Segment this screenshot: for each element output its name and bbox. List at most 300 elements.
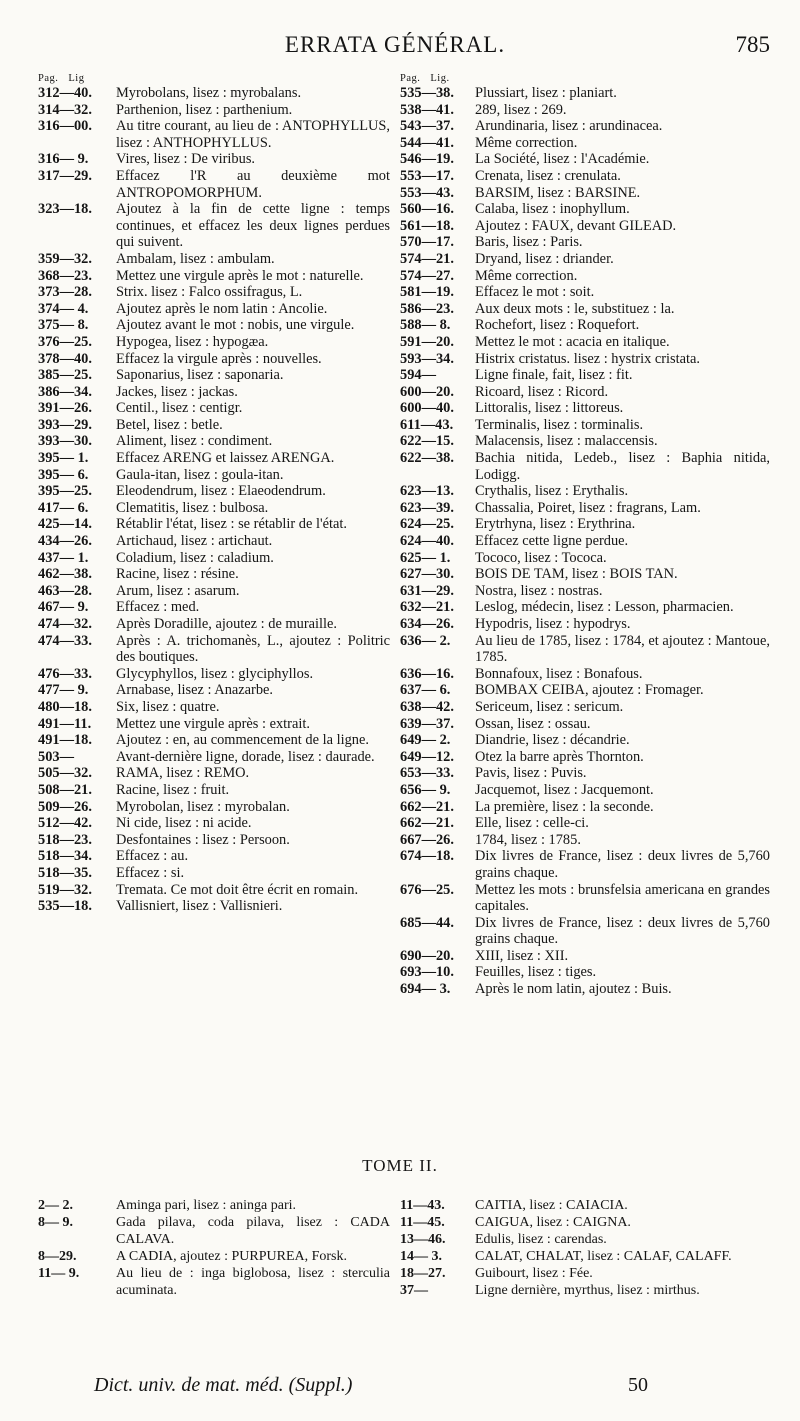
entry-list — [38, 1197, 390, 1299]
errata-entry — [38, 865, 390, 882]
entry-text: Gaula-itan, lisez : goula-itan. — [116, 466, 284, 483]
entry-text: Ambalam, lisez : ambulam. — [116, 250, 275, 267]
errata-entry — [400, 550, 770, 567]
errata-entry — [400, 201, 770, 218]
entry-text: Betel, lisez : betle. — [116, 416, 223, 433]
errata-entry — [400, 832, 770, 849]
entry-reference: 314—32. — [38, 101, 92, 118]
entry-text: 1784, lisez : 1785. — [475, 831, 581, 848]
entry-text: La Société, lisez : l'Académie. — [475, 151, 650, 168]
entry-text: Mettez une virgule après le mot : naturelle. — [116, 267, 364, 284]
errata-entry — [400, 400, 770, 417]
errata-entry — [400, 981, 770, 998]
entry-text: Pavis, lisez : Puvis. — [475, 765, 587, 782]
errata-entry — [38, 483, 390, 500]
errata-entry — [400, 882, 770, 915]
errata-entry — [38, 433, 390, 450]
entry-text: Histrix cristatus. lisez : hystrix cristata. — [475, 350, 701, 367]
entry-reference: 393—29. — [38, 416, 92, 433]
errata-entry — [38, 699, 390, 716]
entry-text: Parthenion, lisez : parthenium. — [116, 101, 293, 118]
entry-reference: 491—11. — [38, 715, 92, 732]
entry-reference: 611—43. — [400, 416, 454, 433]
entry-text: Aux deux mots : le, substituez : la. — [475, 300, 675, 317]
errata-entry — [38, 616, 390, 633]
entry-reference: 391—26. — [38, 400, 92, 417]
entry-reference: 368—23. — [38, 267, 92, 284]
entry-text: Hypodris, lisez : hypodrys. — [475, 616, 631, 632]
entry-reference: 694— 3. — [400, 981, 451, 998]
errata-entry — [400, 118, 770, 135]
page-header — [0, 32, 800, 66]
errata-entry — [38, 1265, 390, 1299]
entry-text: Racine, lisez : fruit. — [116, 781, 230, 798]
entry-reference: 323—18. — [38, 201, 92, 218]
entry-text: Dryand, lisez : driander. — [475, 250, 614, 267]
entry-text: CAIGUA, lisez : CAIGNA. — [475, 1215, 631, 1230]
errata-entry — [38, 500, 390, 517]
entry-reference: 676—25. — [400, 881, 454, 898]
entry-text: Même correction. — [475, 267, 578, 284]
errata-entry — [38, 118, 390, 151]
entry-text: Artichaud, lisez : artichaut. — [116, 533, 273, 550]
entry-reference: 574—21. — [400, 250, 454, 267]
errata-entry — [400, 450, 770, 483]
entry-text: Glycyphyllos, lisez : glyciphyllos. — [116, 665, 314, 682]
entry-reference: 378—40. — [38, 350, 92, 367]
entry-text: Racine, lisez : résine. — [116, 566, 239, 583]
entry-reference: 656— 9. — [400, 781, 451, 798]
entry-text: Ajoutez : en, au commencement de la ligne. — [116, 732, 369, 749]
pag-label: Pag. — [400, 73, 421, 84]
entry-text: Effacez l'R au deuxième mot ANTROPOMORPHUM. — [116, 167, 390, 201]
entry-reference: 18—27. — [400, 1266, 446, 1281]
errata-entry — [38, 450, 390, 467]
entry-reference: 639—37. — [400, 715, 454, 732]
entry-reference: 316—00. — [38, 118, 92, 135]
entry-text: Erytrhyna, lisez : Erythrina. — [475, 516, 636, 533]
errata-entry — [38, 566, 390, 583]
entry-text: CALAT, CHALAT, lisez : CALAF, CALAFF. — [475, 1249, 732, 1264]
entry-text: Ossan, lisez : ossau. — [475, 715, 591, 732]
entry-text: Coladium, lisez : caladium. — [116, 549, 274, 566]
footer-sheet-number: 50 — [628, 1374, 648, 1396]
entry-reference: 11—43. — [400, 1198, 445, 1213]
errata-entry — [38, 799, 390, 816]
entry-reference: 561—18. — [400, 217, 454, 234]
entry-text: Avant-dernière ligne, dorade, lisez : daurade. — [116, 748, 375, 765]
errata-entry — [400, 85, 770, 102]
entry-reference: 588— 8. — [400, 317, 451, 334]
errata-entry — [400, 599, 770, 616]
errata-entry — [400, 666, 770, 683]
entry-reference: 627—30. — [400, 566, 454, 583]
entry-text: BOIS DE TAM, lisez : BOIS TAN. — [475, 566, 678, 583]
entry-text: Saponarius, lisez : saponaria. — [116, 367, 284, 384]
entry-text: Au titre courant, au lieu de : ANTOPHYLLUS, lisez : ANTHOPHYLLUS. — [116, 118, 390, 151]
entry-text: Guibourt, lisez : Fée. — [475, 1266, 593, 1281]
entry-reference: 425—14. — [38, 516, 92, 533]
entry-reference: 623—13. — [400, 483, 454, 500]
footer-signature: Dict. univ. de mat. méd. (Suppl.) — [94, 1374, 353, 1396]
entry-reference: 393—30. — [38, 433, 92, 450]
errata-entry — [38, 151, 390, 168]
entry-reference: 674—18. — [400, 848, 454, 865]
errata-entry — [38, 848, 390, 865]
errata-entry — [400, 516, 770, 533]
entry-list — [38, 85, 390, 915]
entry-reference: 586—23. — [400, 300, 454, 317]
entry-reference: 386—34. — [38, 383, 92, 400]
entry-reference: 662—21. — [400, 815, 454, 832]
tome2-left-column — [38, 1197, 390, 1299]
errata-entry — [400, 334, 770, 351]
entry-reference: 434—26. — [38, 533, 92, 550]
entry-reference: 623—39. — [400, 499, 454, 516]
page-number: 785 — [735, 32, 770, 57]
entry-reference: 395— 6. — [38, 466, 89, 483]
entry-reference: 574—27. — [400, 267, 454, 284]
entry-text: Clematitis, lisez : bulbosa. — [116, 499, 269, 516]
entry-text: Bachia nitida, Ledeb., lisez : Baphia nitida, Lodigg. — [475, 450, 770, 483]
errata-entry — [400, 633, 770, 666]
entry-list — [400, 85, 770, 998]
entry-reference: 560—16. — [400, 201, 454, 218]
entry-reference: 685—44. — [400, 914, 454, 931]
entry-reference: 395— 1. — [38, 450, 89, 467]
errata-entry — [400, 433, 770, 450]
pag-label: Pag. — [38, 73, 59, 84]
errata-entry — [38, 882, 390, 899]
entry-reference: 503— — [38, 748, 74, 765]
entry-text: Après le nom latin, ajoutez : Buis. — [475, 981, 672, 998]
errata-entry — [400, 151, 770, 168]
errata-entry — [400, 317, 770, 334]
entry-reference: 690—20. — [400, 947, 454, 964]
errata-entry — [38, 301, 390, 318]
errata-entry — [400, 168, 770, 185]
entry-reference: 417— 6. — [38, 499, 89, 516]
entry-text: Eleodendrum, lisez : Elaeodendrum. — [116, 483, 326, 500]
entry-reference: 693—10. — [400, 964, 454, 981]
entry-text: Après : A. trichomanès, L., ajoutez : Politric des boutiques. — [116, 632, 390, 666]
entry-text: Mettez les mots : brunsfelsia americana en grandes capitales. — [475, 881, 770, 915]
errata-entry — [38, 1248, 390, 1265]
entry-reference: 317—29. — [38, 167, 92, 184]
errata-entry — [38, 765, 390, 782]
entry-reference: 581—19. — [400, 284, 454, 301]
entry-reference: 376—25. — [38, 333, 92, 350]
entry-text: Malacensis, lisez : malaccensis. — [475, 433, 658, 450]
errata-entry — [400, 848, 770, 881]
entry-text: Ajoutez avant le mot : nobis, une virgule. — [116, 317, 355, 334]
entry-reference: 622—38. — [400, 450, 454, 467]
entry-text: La première, lisez : la seconde. — [475, 798, 654, 815]
errata-entry — [400, 1248, 770, 1265]
column-header — [38, 71, 390, 85]
entry-text: Edulis, lisez : carendas. — [475, 1232, 607, 1247]
lig-label: Lig. — [430, 73, 450, 84]
errata-entry — [400, 749, 770, 766]
entry-text: Elle, lisez : celle-ci. — [475, 815, 589, 832]
entry-text: Vires, lisez : De viribus. — [116, 151, 256, 168]
entry-text: Leslog, médecin, lisez : Lesson, pharmacien. — [475, 599, 734, 616]
entry-reference: 570—17. — [400, 234, 454, 251]
errata-entry — [400, 682, 770, 699]
entry-text: Mettez le mot : acacia en italique. — [475, 333, 670, 350]
errata-entry — [400, 1265, 770, 1282]
tome2-right-column — [400, 1197, 770, 1299]
entry-text: Diandrie, lisez : décandrie. — [475, 732, 630, 749]
entry-text: Littoralis, lisez : littoreus. — [475, 400, 624, 417]
entry-text: Tremata. Ce mot doit être écrit en romain. — [116, 881, 359, 898]
errata-entry — [400, 417, 770, 434]
entry-text: Crythalis, lisez : Erythalis. — [475, 483, 629, 500]
entry-reference: 518—35. — [38, 864, 92, 881]
errata-entry — [38, 516, 390, 533]
entry-reference: 591—20. — [400, 333, 454, 350]
entry-reference: 312—40. — [38, 85, 92, 101]
entry-text: Arum, lisez : asarum. — [116, 582, 240, 599]
entry-reference: 462—38. — [38, 566, 92, 583]
entry-reference: 543—37. — [400, 118, 454, 135]
entry-reference: 600—40. — [400, 400, 454, 417]
entry-text: Tococo, lisez : Tococa. — [475, 549, 607, 566]
errata-entry — [400, 699, 770, 716]
entry-text: Nostra, lisez : nostras. — [475, 582, 603, 599]
entry-reference: 359—32. — [38, 250, 92, 267]
entry-reference: 491—18. — [38, 732, 92, 749]
errata-entry — [400, 351, 770, 368]
entry-reference: 467— 9. — [38, 599, 89, 616]
entry-text: Six, lisez : quatre. — [116, 698, 220, 715]
entry-text: BARSIM, lisez : BARSINE. — [475, 184, 641, 201]
errata-entry — [400, 1282, 770, 1299]
errata-entry — [38, 467, 390, 484]
entry-reference: 505—32. — [38, 765, 92, 782]
entry-reference: 395—25. — [38, 483, 92, 500]
errata-entry — [38, 1214, 390, 1248]
errata-entry — [400, 964, 770, 981]
entry-reference: 474—33. — [38, 632, 92, 649]
entry-reference: 11— 9. — [38, 1266, 80, 1281]
errata-entry — [38, 815, 390, 832]
errata-entry — [38, 251, 390, 268]
errata-entry — [38, 400, 390, 417]
errata-entry — [38, 682, 390, 699]
entry-reference: 37— — [400, 1283, 428, 1298]
entry-text: Ricoard, lisez : Ricord. — [475, 383, 609, 400]
entry-reference: 385—25. — [38, 367, 92, 384]
entry-text: Calaba, lisez : inophyllum. — [475, 201, 630, 218]
entry-text: Ajoutez : FAUX, devant GILEAD. — [475, 217, 677, 234]
errata-entry — [400, 483, 770, 500]
errata-entry — [400, 616, 770, 633]
entry-text: Effacez : si. — [116, 864, 185, 881]
errata-entry — [400, 367, 770, 384]
errata-entry — [38, 732, 390, 749]
errata-entry — [38, 782, 390, 799]
errata-entry — [38, 268, 390, 285]
entry-text: Baris, lisez : Paris. — [475, 234, 583, 251]
entry-text: Feuilles, lisez : tiges. — [475, 964, 597, 981]
entry-text: Gada pilava, coda pilava, lisez : CADA CALAVA. — [116, 1215, 390, 1247]
entry-text: CAITIA, lisez : CAIACIA. — [475, 1198, 628, 1213]
entry-text: Hypogea, lisez : hypogæa. — [116, 333, 269, 350]
entry-reference: 11—45. — [400, 1215, 445, 1230]
entry-reference: 508—21. — [38, 781, 92, 798]
entry-reference: 463—28. — [38, 582, 92, 599]
errata-entry — [400, 234, 770, 251]
section-title: TOME II. — [362, 1156, 438, 1175]
entry-reference: 437— 1. — [38, 549, 89, 566]
errata-entry — [400, 765, 770, 782]
errata-entry — [400, 301, 770, 318]
entry-text: Effacez : med. — [116, 599, 200, 616]
entry-text: Aliment, lisez : condiment. — [116, 433, 273, 450]
entry-reference: 518—23. — [38, 831, 92, 848]
entry-reference: 538—41. — [400, 101, 454, 118]
errata-entry — [400, 915, 770, 948]
errata-entry — [400, 583, 770, 600]
errata-entry — [400, 1197, 770, 1214]
entry-text: XIII, lisez : XII. — [475, 947, 569, 964]
entry-text: Effacez cette ligne perdue. — [475, 533, 629, 550]
errata-right-column — [400, 71, 770, 998]
lig-label: Lig — [68, 73, 85, 84]
errata-entry — [38, 633, 390, 666]
entry-text: A CADIA, ajoutez : PURPUREA, Forsk. — [116, 1249, 348, 1264]
entry-reference: 2— 2. — [38, 1198, 73, 1213]
entry-text: Crenata, lisez : crenulata. — [475, 167, 621, 184]
entry-text: Centil., lisez : centigr. — [116, 400, 243, 417]
entry-text: Desfontaines : lisez : Persoon. — [116, 831, 290, 848]
entry-reference: 637— 6. — [400, 682, 451, 699]
entry-reference: 636— 2. — [400, 632, 451, 649]
entry-reference: 625— 1. — [400, 549, 451, 566]
errata-entry — [38, 550, 390, 567]
errata-entry — [38, 599, 390, 616]
entry-reference: 518—34. — [38, 848, 92, 865]
entry-text: Arundinaria, lisez : arundinacea. — [475, 118, 663, 135]
entry-text: Bonnafoux, lisez : Bonafous. — [475, 665, 643, 682]
entry-reference: 374— 4. — [38, 300, 89, 317]
errata-left-column — [38, 71, 390, 915]
entry-reference: 624—40. — [400, 533, 454, 550]
page-title: ERRATA GÉNÉRAL. — [284, 32, 506, 57]
errata-entry — [400, 384, 770, 401]
entry-text: Ligne dernière, myrthus, lisez : mirthus. — [475, 1283, 700, 1298]
errata-entry — [400, 218, 770, 235]
entry-text: Après Doradille, ajoutez : de muraille. — [116, 616, 337, 632]
errata-entry — [38, 384, 390, 401]
entry-list — [400, 1197, 770, 1299]
entry-text: Terminalis, lisez : torminalis. — [475, 416, 644, 433]
entry-text: Myrobolans, lisez : myrobalans. — [116, 85, 302, 101]
entry-text: Sericeum, lisez : sericum. — [475, 698, 624, 715]
entry-reference: 480—18. — [38, 698, 92, 715]
errata-entry — [38, 85, 390, 102]
entry-text: Effacez ARENG et laissez ARENGA. — [116, 450, 335, 467]
entry-text: Ni cide, lisez : ni acide. — [116, 815, 252, 832]
entry-text: Dix livres de France, lisez : deux livres de 5,760 grains chaque. — [475, 848, 770, 881]
entry-reference: 8— 9. — [38, 1215, 73, 1230]
errata-entry — [38, 583, 390, 600]
entry-text: Ajoutez après le nom latin : Ancolie. — [116, 300, 328, 317]
errata-entry — [400, 815, 770, 832]
entry-text: BOMBAX CEIBA, ajoutez : Fromager. — [475, 682, 704, 699]
page-footer — [0, 1374, 800, 1404]
entry-text: Effacez la virgule après : nouvelles. — [116, 350, 322, 367]
entry-text: Jackes, lisez : jackas. — [116, 383, 238, 400]
entry-reference: 512—42. — [38, 815, 92, 832]
entry-text: Rétablir l'état, lisez : se rétablir de l'état. — [116, 516, 347, 533]
errata-entry — [400, 732, 770, 749]
column-header — [400, 71, 770, 85]
entry-text: Mettez une virgule après : extrait. — [116, 715, 310, 732]
entry-text: Ajoutez à la fin de cette ligne : temps continues, et effacez les deux lignes perdues qui suivent. — [116, 201, 390, 251]
entry-text: Jacquemot, lisez : Jacquemont. — [475, 781, 654, 798]
entry-reference: 546—19. — [400, 151, 454, 168]
errata-entry — [38, 168, 390, 201]
errata-entry — [400, 284, 770, 301]
errata-entry — [38, 666, 390, 683]
entry-text: Ligne finale, fait, lisez : fit. — [475, 367, 633, 384]
entry-reference: 634—26. — [400, 616, 454, 632]
entry-reference: 476—33. — [38, 665, 92, 682]
entry-text: Plussiart, lisez : planiart. — [475, 85, 617, 101]
entry-reference: 662—21. — [400, 798, 454, 815]
errata-entry — [400, 533, 770, 550]
errata-entry — [400, 500, 770, 517]
entry-text: Effacez le mot : soit. — [475, 284, 595, 301]
errata-entry — [38, 716, 390, 733]
errata-entry — [400, 799, 770, 816]
entry-reference: 624—25. — [400, 516, 454, 533]
errata-entry — [400, 268, 770, 285]
errata-entry — [400, 185, 770, 202]
entry-text: Arnabase, lisez : Anazarbe. — [116, 682, 274, 699]
entry-reference: 622—15. — [400, 433, 454, 450]
entry-reference: 316— 9. — [38, 151, 89, 168]
errata-entry — [38, 201, 390, 251]
entry-reference: 653—33. — [400, 765, 454, 782]
errata-entry — [400, 716, 770, 733]
entry-reference: 8—29. — [38, 1249, 77, 1264]
entry-reference: 636—16. — [400, 665, 454, 682]
entry-reference: 13—46. — [400, 1232, 446, 1247]
entry-reference: 535—18. — [38, 898, 92, 915]
entry-text: Au lieu de 1785, lisez : 1784, et ajoutez : Mantoue, 1785. — [475, 632, 770, 666]
errata-entry — [400, 566, 770, 583]
entry-reference: 600—20. — [400, 383, 454, 400]
entry-reference: 553—17. — [400, 167, 454, 184]
entry-reference: 509—26. — [38, 798, 92, 815]
entry-reference: 631—29. — [400, 582, 454, 599]
entry-reference: 649—12. — [400, 748, 454, 765]
errata-entry — [400, 1214, 770, 1231]
entry-reference: 638—42. — [400, 698, 454, 715]
entry-reference: 649— 2. — [400, 732, 451, 749]
entry-reference: 594— — [400, 367, 436, 384]
entry-reference: 477— 9. — [38, 682, 89, 699]
errata-entry — [400, 948, 770, 965]
errata-entry — [38, 284, 390, 301]
entry-text: Vallisniert, lisez : Vallisnieri. — [116, 898, 283, 915]
entry-text: Dix livres de France, lisez : deux livres de 5,760 grains chaque. — [475, 914, 770, 948]
entry-reference: 375— 8. — [38, 317, 89, 334]
errata-entry — [400, 1231, 770, 1248]
